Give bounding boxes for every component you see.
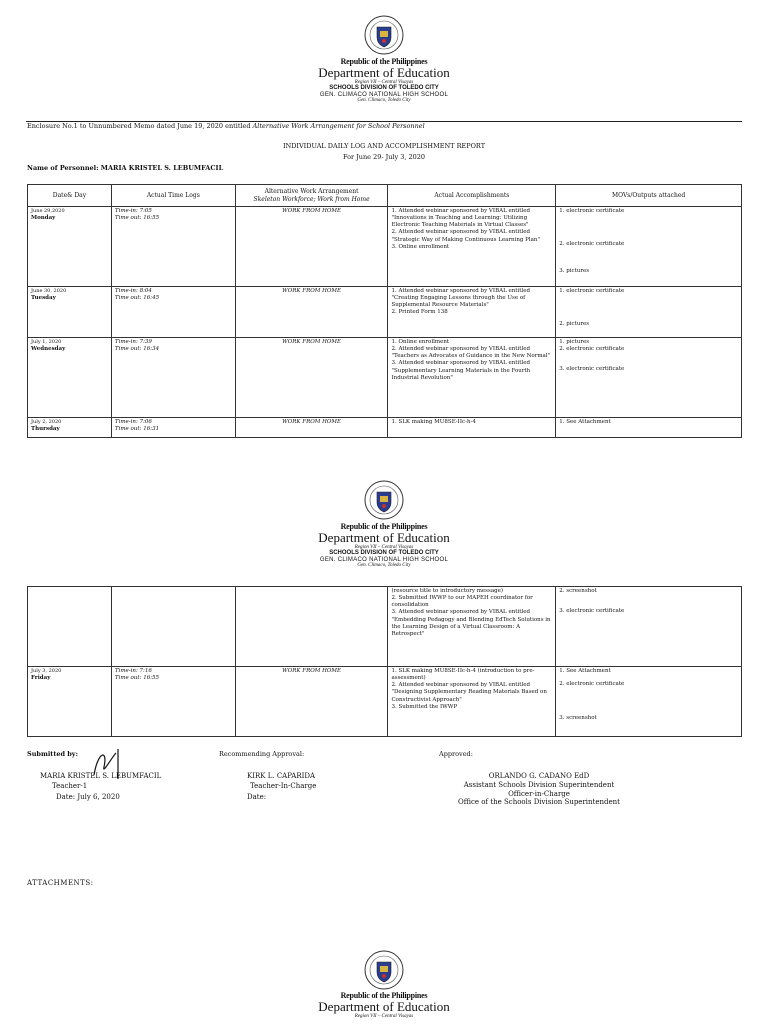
approved-name: ORLANDO G. CADANO EdD [488, 772, 590, 780]
approved-label: Approved: [439, 750, 473, 758]
letterhead [0, 58, 768, 103]
table-row: June 30, 2020 Tuesday Time-in: 8:04 Time out: 16:45 WORK FROM HOME 1. Attended webinar sponsored by VIBAL entitled "Creating Engaging Lessons through the Use of Supplemental Resource Materials" 2. Printed Form 138 1. electronic certificate 2. pictures [28, 287, 742, 338]
recommending-position: Teacher-In-Charge [250, 782, 317, 790]
recommending-date: Date: [247, 793, 267, 801]
letterhead: Republic of the Philippines Department of Education Region VII – Central Visayas SCHOOLS DIVISION OF TOLEDO CITY GEN. CLIMACO NATIONAL HIGH SCHOOL Gen. Climaco, Toledo City [318, 522, 450, 568]
division-line: SCHOOLS DIVISION OF TOLEDO CITY [329, 85, 439, 92]
attachments-label: ATTACHMENTS: [27, 879, 94, 887]
daily-log-table [27, 184, 742, 438]
table-row: June 29,2020 Monday Time-in: 7:05 Time out: 16:55 WORK FROM HOME 1. Attended webinar sponsored by VIBAL entitled "Innovations in Teaching and Learning: Utilizing Electronic Teaching Materials in Virtual Classes" 2. Attended webinar sponsored by VIBAL entitled "Strategic Way of Making Continuous Learning Plan" 3. Online enrollment 1. electronic certificate 2. electronic certificate 3. pictures [28, 207, 742, 287]
table-row: (resource title to introductory message) 2. Submitted IWWP to our MAPEH coordinator for consolidation 3. Attended webinar sponsored by VIBAL entitled "Embedding Pedagogy and Blending EdTech Solutions in the Learning Design of a Virtual Classroom: A Retrospect" 2. screenshot 3. electronic certificate [28, 587, 742, 667]
recommending-name: KIRK L. CAPARIDA [247, 772, 316, 780]
table-row: July 2, 2020 Thursday Time-in: 7:06 Time out: 16:31 WORK FROM HOME 1. SLK making MU8SE-IIc-h-4 1. See Attachment [28, 418, 742, 438]
personnel-name: Name of Personnel: MARIA KRISTEL S. LEBUMFACIL [27, 164, 224, 172]
approved-block [420, 772, 658, 807]
school-line: GEN. CLIMACO NATIONAL HIGH SCHOOL [319, 91, 449, 98]
approved-position-3: Office of the Schools Division Superintendent [458, 798, 620, 807]
recommending-label: Recommending Approval: [219, 750, 305, 758]
department-title: Department of Education [318, 65, 450, 81]
location-line: Gen. Climaco, Toledo City [357, 97, 411, 103]
report-period: For June 29- July 3, 2020 [342, 153, 426, 161]
table-row: July 1, 2020 Wednesday Time-in: 7:39 Time out: 16:34 WORK FROM HOME 1. Online enrollment 2. Attended webinar sponsored by VIBAL entitled "Teachers as Advocates of Guidance in the New Normal" 3. Attended webinar sponsored by VIBAL entitled "Supplementary Learning Materials in the Fourth Industrial Revolution" 1. pictures 2. electronic certificate 3. electronic certificate [28, 338, 742, 418]
letterhead: Republic of the Philippines Department of Education Region VII – Central Visayas [318, 991, 450, 1020]
table-row: July 3, 2020 Friday Time-in: 7:16 Time out: 16:55 WORK FROM HOME 1. SLK making MU8SE-IIc-h-4 (introduction to pre-assessment) 2. Attended webinar sponsored by VIBAL entitled "Designing Supplementary Reading Materials Based on Constructivist Approach" 3. Submitted the IWWP 1. See Attachment 2. electronic certificate 3. screenshot [28, 667, 742, 737]
col-header-accomplishments: Actual Accomplishments [388, 185, 556, 207]
submitted-date: Date: July 6, 2020 [56, 793, 120, 801]
republic-title: Republic of the Philippines [340, 57, 428, 66]
region-line: Region VII – Central Visayas [354, 80, 414, 86]
submitted-name: MARIA KRISTEL S. LEBUMFACIL [40, 772, 162, 780]
submitted-label: Submitted by: [27, 750, 78, 758]
submitted-position: Teacher-1 [52, 782, 88, 790]
deped-seal-icon [364, 480, 404, 520]
report-title: INDIVIDUAL DAILY LOG AND ACCOMPLISHMENT REPORT [282, 142, 486, 150]
enclosure-line: Enclosure No.1 to Unnumbered Memo dated June 19, 2020 entitled Alternative Work Arrangement for School Personnel [27, 122, 425, 130]
col-header-date: Date& Day [28, 185, 112, 207]
col-header-awa: Alternative Work Arrangement Skeleton Workforce; Work from Home [235, 185, 388, 207]
daily-log-table-continued [27, 586, 742, 737]
col-header-time: Actual Time Logs [111, 185, 235, 207]
deped-seal-icon [364, 15, 404, 55]
approved-position-1: Assistant Schools Division Superintendent [463, 780, 615, 789]
approved-position-2: Officer-in-Charge [508, 789, 570, 798]
deped-seal-icon [364, 950, 404, 990]
col-header-movs: MOVs/Outputs attached [556, 185, 742, 207]
